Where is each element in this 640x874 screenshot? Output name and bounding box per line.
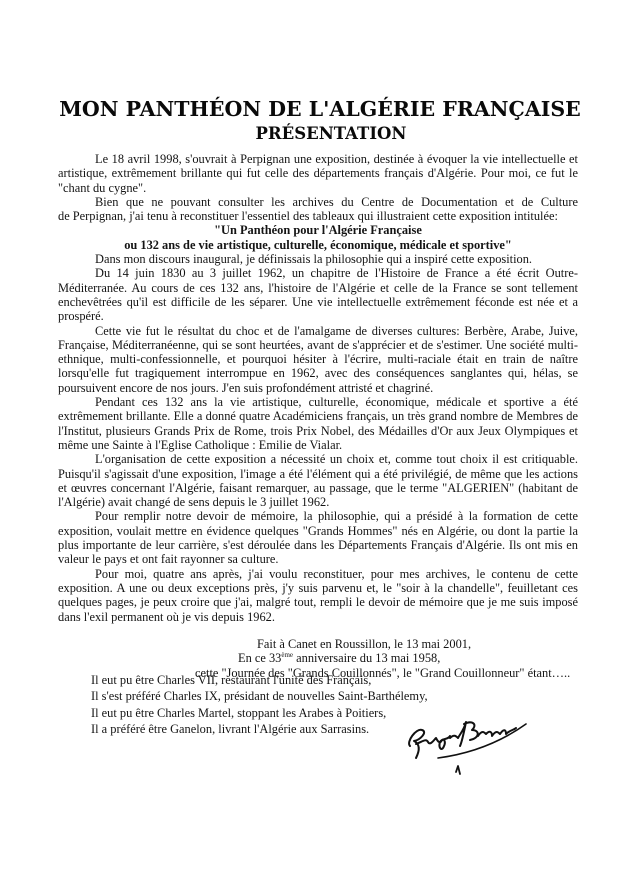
journee-line: cette "Journée des "Grands Couillonnés", le "Grand Couillonneur" étant…..: [195, 665, 571, 680]
anniversary-suffix: anniversaire du 13 mai 1958,: [293, 651, 441, 666]
body-line: de Perpignan, j'ai tenu à reconstituer l'essentiel des tableaux qui illustraient cette exposition intitulée:: [58, 209, 558, 224]
anniversary-sup: ème: [281, 651, 294, 660]
body-line: Puisqu'il s'agissait d'une exposition, l'image a été l'élément qui a été privilégié, de même que les actions: [58, 466, 578, 481]
body-line: ethnique, multi-confessionnelle, et pourquoi hésiter à l'écrire, multi-raciale était en train de naître: [58, 352, 578, 367]
body-line: Pour remplir notre devoir de mémoire, la philosophie, qui a présidé à la formation de cette: [95, 509, 578, 524]
body-line: exposition. A une ou deux exceptions près, j'y suis parvenu et, le "soir à la chandelle", feuilletant ces: [58, 580, 578, 595]
verse-line: Il eut pu être Charles Martel, stoppant les Arabes à Poitiers,: [91, 705, 387, 720]
body-line: l'Algérie) avait changé de sens depuis le 3 juillet 1962.: [58, 495, 330, 510]
place-date: Fait à Canet en Roussillon, le 13 mai 2001,: [257, 637, 472, 651]
body-line: Française, Méditerranéenne, qui se sont heurtées, avant de s'apprécier et de s'estimer. Une société multi-: [58, 337, 578, 352]
body-line: Pour moi, quatre ans après, j'ai voulu reconstituer, pour mes archives, le contenu de cette: [95, 566, 578, 581]
body-line: L'organisation de cette exposition a nécessité un choix et, comme tout choix il est critiquable.: [95, 452, 578, 467]
body-line: lorsqu'elle fut tragiquement interrompue en 1962, avec des conséquences sanglantes qui, hélas, se: [58, 366, 578, 381]
body-line: quelques pages, je peux croire que j'ai, malgré tout, rempli le devoir de mémoire que je me suis imposé: [58, 595, 578, 610]
body-line: prospéré.: [58, 309, 104, 324]
body-line: l'Institut, plusieurs Grands Prix de Rome, trois Prix Nobel, des Médailles d'Or aux Jeux Olympiques et: [58, 423, 578, 438]
body-line: Cette vie fut le résultat du choc et de l'amalgame de diverses cultures: Berbère, Arabe, Juive,: [95, 323, 578, 338]
body-line: exposition, voulait mettre en évidence quelques "Grands Hommes" nés en Algérie, ou dont la partie la: [58, 523, 578, 538]
body-line: enchevêtrées qu'il est difficile de les séparer. Une vie intellectuelle extrêmement féconde est née et a: [58, 294, 578, 309]
page-title: MON PANTHÉON DE L'ALGÉRIE FRANÇAISE: [59, 97, 581, 121]
body-line: Bien que ne pouvant consulter les archives du Centre de Documentation et de Culture: [95, 194, 578, 209]
body-text: [58, 152, 578, 624]
verse-line: Il s'est préféré Charles IX, présidant de nouvelles Saint-Barthélemy,: [91, 689, 428, 704]
body-line: Méditerranée. Au cours de ces 132 ans, l'histoire de l'Algérie et celle de la France se sont tellement: [58, 280, 578, 295]
body-line: ou 132 ans de vie artistique, culturelle, économique, médicale et sportive": [124, 237, 512, 252]
anniversary-prefix: En ce 33: [238, 651, 282, 666]
body-line: "Un Panthéon pour l'Algérie Française: [214, 223, 422, 238]
body-line: artistique, extrêmement brillante qui fut celle des départements français d'Algérie. Pour moi, ce fut le: [58, 166, 578, 181]
body-line: même une Sainte à l'Eglise Catholique : Emilie de Vialar.: [58, 437, 343, 452]
body-line: et œuvres concernant l'Algérie, faisant remarquer, au passage, que le terme "ALGERIEN" (habitant de: [58, 480, 578, 495]
page-subtitle: PRÉSENTATION: [255, 124, 407, 143]
body-line: extrêmement brillante. Elle a donné quatre Académiciens français, un très grand nombre de Membres de: [58, 409, 578, 424]
body-line: dans l'exil permanent où je vis depuis 1962.: [58, 609, 275, 624]
body-line: Du 14 juin 1830 au 3 juillet 1962, un chapitre de l'Histoire de France a été écrit Outre-: [95, 266, 578, 281]
verse-line: Il eut pu être Charles VII, restaurant l'unité des Français,: [91, 673, 372, 687]
verse-block: [91, 672, 428, 737]
anniversary-line: [238, 651, 440, 665]
verse-line: Il a préféré être Ganelon, livrant l'Algérie aux Sarrasins.: [91, 721, 370, 736]
handwritten-signature: [398, 708, 548, 778]
body-line: "chant du cygne".: [58, 180, 147, 195]
body-line: Le 18 avril 1998, s'ouvrait à Perpignan une exposition, destinée à évoquer la vie intellectuelle et: [95, 152, 578, 166]
body-line: valeur le pays et ont fait rayonner sa culture.: [58, 552, 279, 567]
body-line: plus importante de leur carrière, s'est déroulée dans les Départements Français d'Algérie. Ils ont mis en: [58, 538, 578, 553]
body-line: Dans mon discours inaugural, je définissais la philosophie qui a inspiré cette exposition.: [95, 252, 533, 267]
body-line: poursuivent encore de nos jours. J'en suis profondément attristé et chagriné.: [58, 380, 434, 395]
body-line: Pendant ces 132 ans la vie artistique, culturelle, économique, médicale et sportive a été: [95, 395, 578, 410]
